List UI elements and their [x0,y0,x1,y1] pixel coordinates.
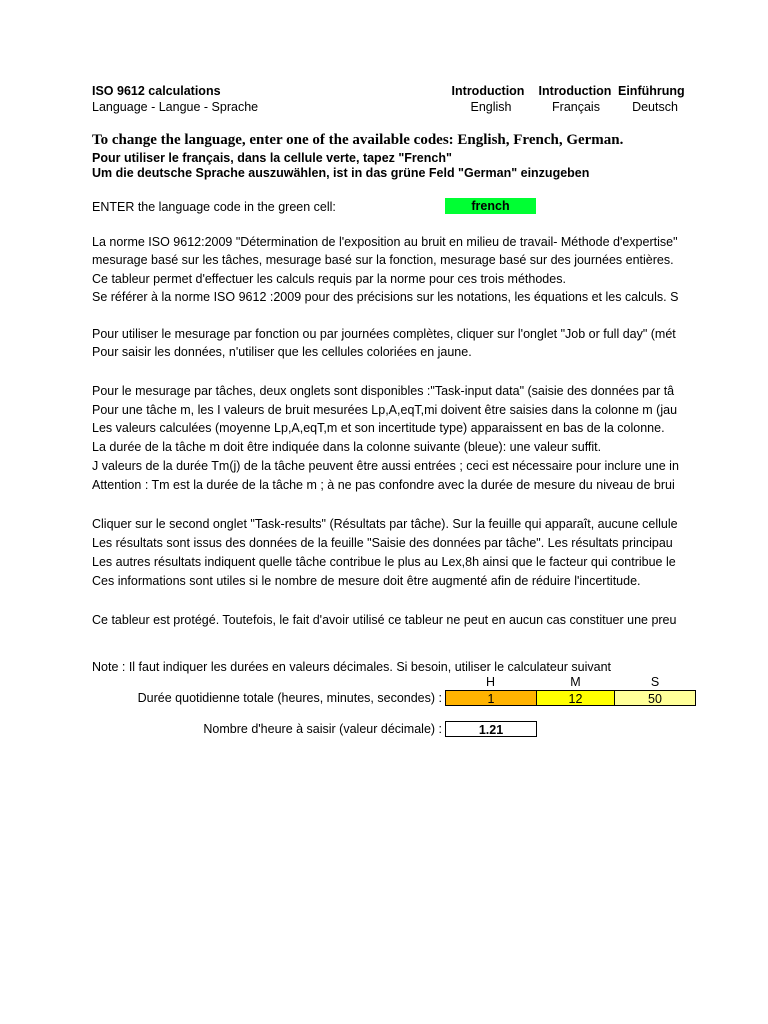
hours-header: H [485,675,496,689]
text-line: J valeurs de la durée Tm(j) de la tâche peuvent être aussi entrées ; ceci est nécessaire pour inclure une in [92,459,679,473]
duration-label: Durée quotidienne totale (heures, minutes, secondes) : [137,691,442,705]
text-line: La norme ISO 9612:2009 "Détermination de l'exposition au bruit en milieu de travail- Méthode d'expertise" [92,235,678,249]
text-line: Les valeurs calculées (moyenne Lp,A,eqT,m et son incertitude type) apparaissent en bas de la colonne. [92,421,665,435]
text-line: Pour utiliser le mesurage par fonction ou par journées complètes, cliquer sur l'onglet "Job or full day" (mét [92,327,676,341]
text-line: Attention : Tm est la durée de la tâche m ; à ne pas confondre avec la durée de mesure du niveau de brui [92,478,675,492]
hours-cell[interactable]: 1 [445,690,537,706]
language-entry-label: ENTER the language code in the green cell: [92,200,336,214]
language-english: English [470,100,512,114]
text-line: Les résultats sont issus des données de la feuille "Saisie des données par tâche". Les résultats principau [92,536,673,550]
text-line: Cliquer sur le second onglet "Task-results" (Résultats par tâche). Sur la feuille qui apparaît, aucune cellule [92,517,678,531]
text-line: Pour saisir les données, n'utiliser que les cellules coloriées en jaune. [92,345,472,359]
minutes-header: M [570,675,581,689]
sheet-title: ISO 9612 calculations [92,84,221,98]
language-code-cell[interactable]: french [445,198,536,214]
instruction-french: Pour utiliser le français, dans la cellule verte, tapez "French" [92,151,452,165]
language-label: Language - Langue - Sprache [92,100,259,114]
text-line: mesurage basé sur les tâches, mesurage basé sur la fonction, mesurage basé sur des journées entières. [92,253,674,267]
language-german: Deutsch [632,100,678,114]
seconds-header: S [650,675,660,689]
text-line: La durée de la tâche m doit être indiquée dans la colonne suivante (bleue): une valeur suffit. [92,440,602,454]
text-line: Les autres résultats indiquent quelle tâche contribue le plus au Lex,8h ainsi que le facteur qui contribue le [92,555,676,569]
text-line: Ce tableur permet d'effectuer les calculs requis par la norme pour ces trois méthodes. [92,272,566,286]
intro-heading-french: Introduction [538,84,612,98]
text-line: Ce tableur est protégé. Toutefois, le fait d'avoir utilisé ce tableur ne peut en aucun cas constituer une preu [92,613,677,627]
decimal-hours-label: Nombre d'heure à saisir (valeur décimale) : [203,722,442,736]
intro-heading-english: Introduction [451,84,525,98]
seconds-cell[interactable]: 50 [615,690,696,706]
decimal-hours-result: 1.21 [445,721,537,737]
intro-heading-german: Einführung [618,84,685,98]
minutes-cell[interactable]: 12 [537,690,615,706]
instruction-english: To change the language, enter one of the available codes: English, French, German. [92,132,624,148]
text-line: Pour une tâche m, les I valeurs de bruit mesurées Lp,A,eqT,mi doivent être saisies dans la colonne m (jau [92,403,678,417]
instruction-german: Um die deutsche Sprache auszuwählen, ist in das grüne Feld "German" einzugeben [92,166,590,180]
calculator-note: Note : Il faut indiquer les durées en valeurs décimales. Si besoin, utiliser le calculateur suivant [92,660,612,674]
language-french: Français [552,100,600,114]
text-line: Se référer à la norme ISO 9612 :2009 pour des précisions sur les notations, les équations et les calculs. S [92,290,679,304]
text-line: Pour le mesurage par tâches, deux onglets sont disponibles :"Task-input data" (saisie des données par tâ [92,384,675,398]
text-line: Ces informations sont utiles si le nombre de mesure doit être augmenté afin de réduire l'incertitude. [92,574,641,588]
